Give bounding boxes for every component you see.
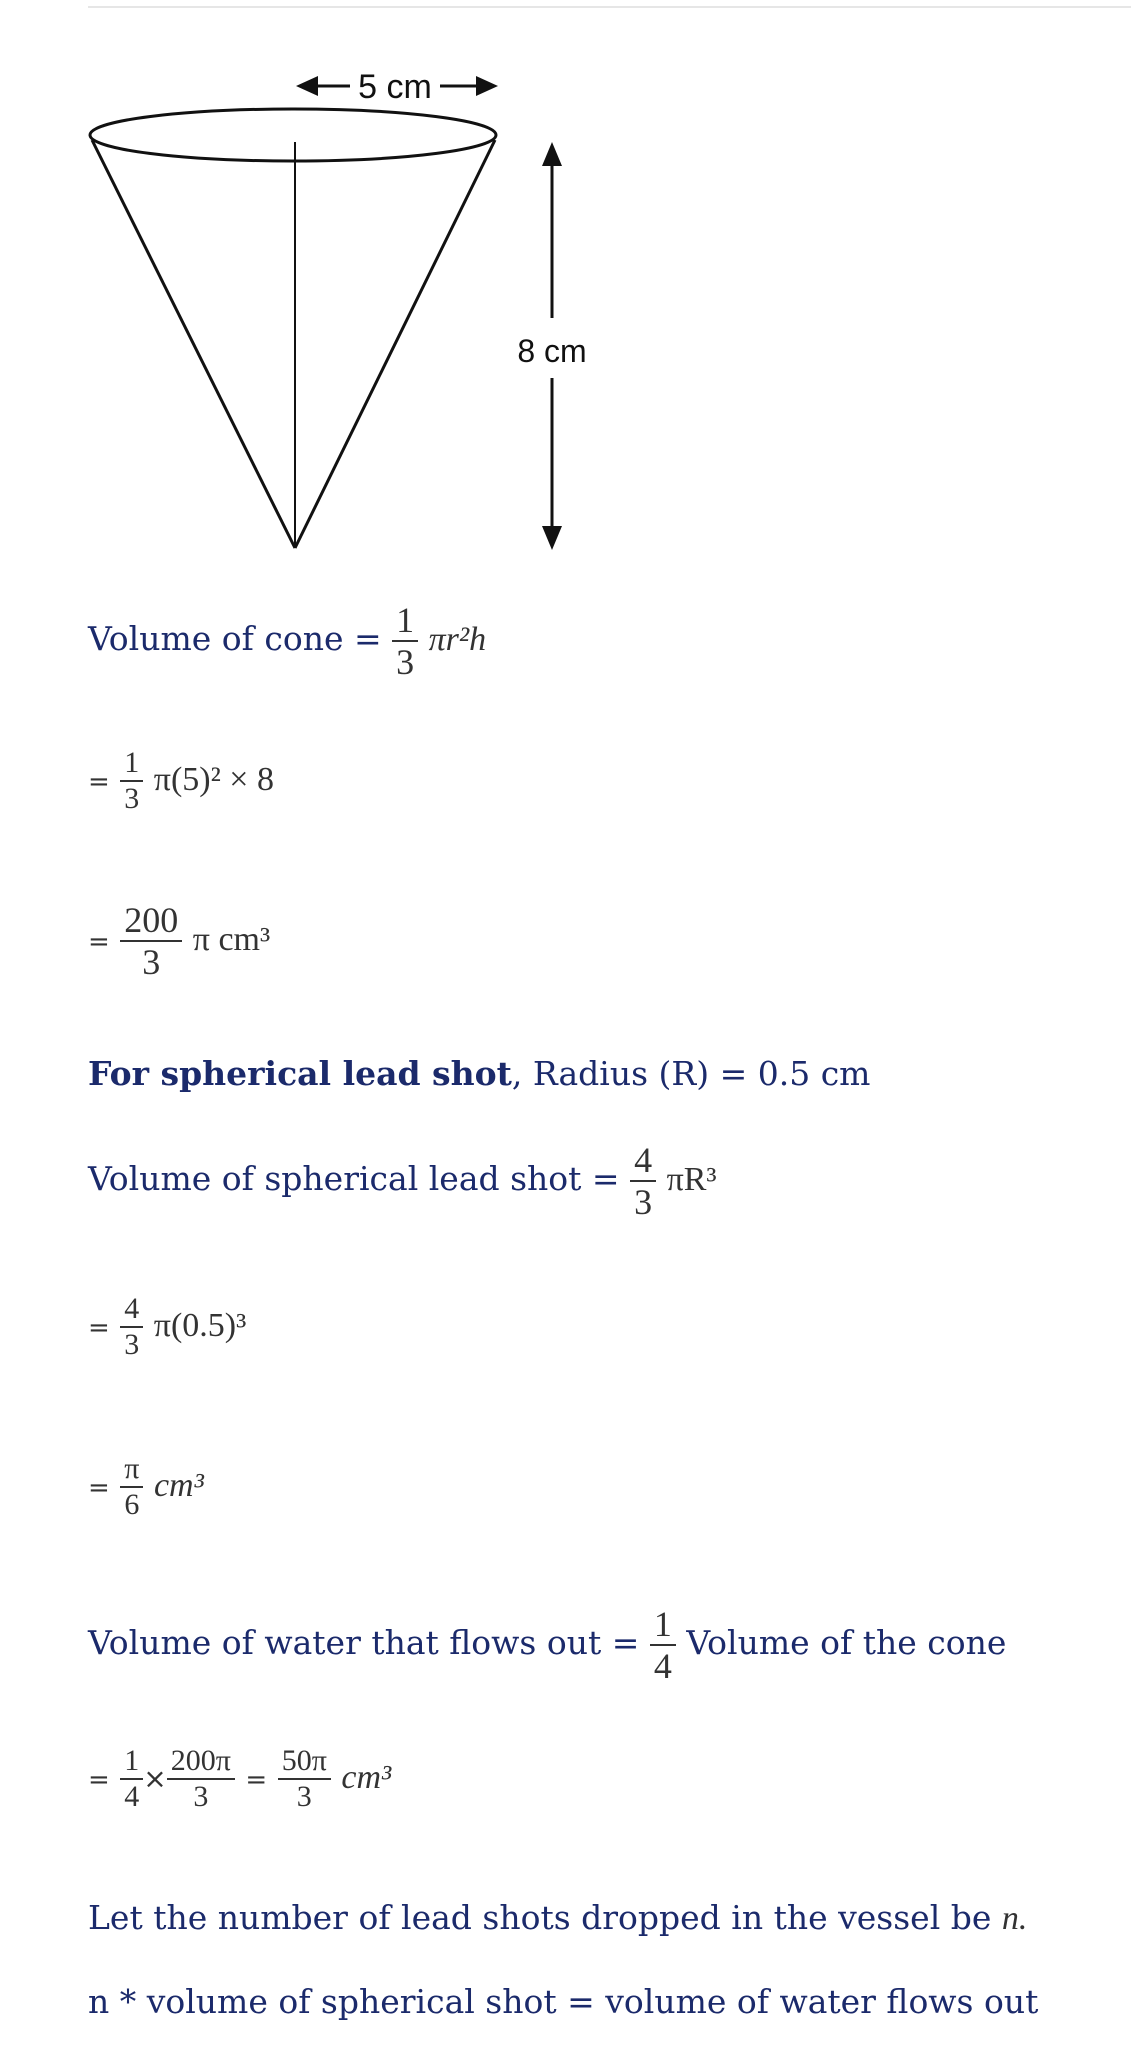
- step1-line: [88, 746, 274, 816]
- fraction-four-thirds: $\frac{4}{3}$: [630, 1140, 656, 1222]
- water-line: [88, 1604, 1006, 1686]
- shot-volume-label: Volume of spherical lead shot =: [88, 1159, 620, 1198]
- shot-heading-rest: , Radius (R) = 0.5 cm: [511, 1054, 871, 1093]
- shot-volume-line: [88, 1140, 717, 1222]
- step1-expression: π(5)² × 8: [153, 761, 274, 798]
- fraction-four-thirds: $\frac{4}{3}$: [120, 1292, 143, 1362]
- cone-rim: [90, 109, 496, 161]
- fraction-200-3: $\frac{200}{3}$: [120, 900, 182, 982]
- cone-volume-label: Volume of cone =: [88, 619, 382, 658]
- equals-sign: =: [245, 1765, 268, 1795]
- fraction-200pi-3: $\frac{200\pi}{3}$: [167, 1744, 235, 1814]
- water-rest: Volume of the cone: [686, 1623, 1007, 1662]
- times-sign: ×: [143, 1762, 167, 1795]
- arrow-head-left: [296, 76, 318, 96]
- fraction-one-fourth: $\frac{1}{4}$: [120, 1744, 143, 1814]
- cone-volume-line: [88, 600, 486, 682]
- water-label: Volume of water that flows out =: [88, 1623, 640, 1662]
- shot-heading-bold: For spherical lead shot: [88, 1054, 512, 1093]
- arrow-head-down: [542, 526, 562, 550]
- equals-sign: =: [88, 1765, 110, 1795]
- arrow-head-right: [476, 76, 498, 96]
- final-line: n * volume of spherical shot = volume of water flows out: [88, 1982, 1039, 2021]
- step3-line: [88, 1292, 246, 1362]
- step4-unit: cm³: [153, 1467, 204, 1504]
- equals-sign: =: [88, 767, 110, 797]
- fraction-one-third: $\frac{1}{3}$: [120, 746, 143, 816]
- equals-sign: =: [88, 927, 110, 957]
- step2-unit: π cm³: [192, 921, 271, 958]
- cone-volume-formula: πr²h: [428, 621, 487, 658]
- radius-label: 5 cm: [358, 68, 432, 106]
- fraction-one-third: $\frac{1}{3}$: [392, 600, 418, 682]
- shot-volume-formula: πR³: [666, 1161, 717, 1198]
- height-label: 8 cm: [517, 333, 587, 369]
- cone-right-side: [295, 140, 495, 548]
- step3-expression: π(0.5)³: [153, 1307, 247, 1344]
- step2-line: [88, 900, 270, 982]
- shot-heading: [88, 1054, 870, 1094]
- equals-sign: =: [88, 1313, 110, 1343]
- cone-left-side: [92, 140, 295, 548]
- equals-sign: =: [88, 1473, 110, 1503]
- step5-line: [88, 1744, 391, 1814]
- let-line: [88, 1898, 1027, 1939]
- step5-unit: cm³: [341, 1759, 392, 1796]
- let-variable: n.: [1001, 1900, 1028, 1937]
- let-text: Let the number of lead shots dropped in the vessel be: [88, 1898, 992, 1937]
- step4-line: [88, 1452, 204, 1522]
- arrow-head-up: [542, 142, 562, 166]
- cone-figure: [0, 0, 620, 580]
- fraction-one-fourth: $\frac{1}{4}$: [650, 1604, 676, 1686]
- fraction-50pi-3: $\frac{50\pi}{3}$: [278, 1744, 331, 1814]
- fraction-pi-6: $\frac{\pi}{6}$: [120, 1452, 143, 1522]
